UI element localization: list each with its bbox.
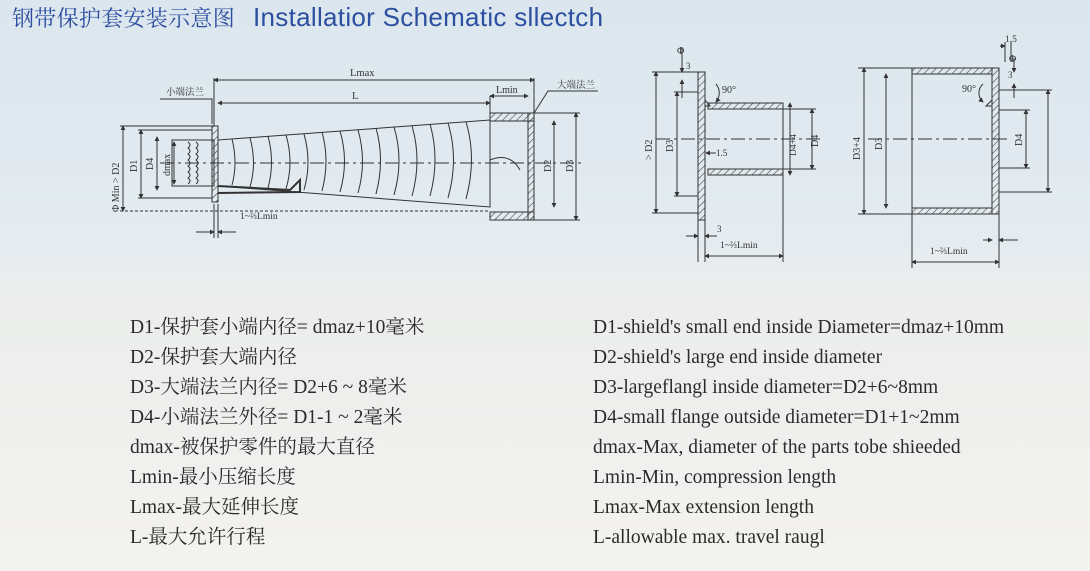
- legend-cn-item: Lmax-最大延伸长度: [130, 497, 299, 518]
- legend-en-item: Lmax-Max extension length: [593, 497, 814, 518]
- angle-arc-3: [979, 84, 983, 102]
- label-phi-3: Φ: [1009, 54, 1017, 65]
- label-three-bottom-2: 3: [717, 224, 722, 234]
- large-flange-top: [490, 113, 534, 121]
- label-bottom-dim: 1~⅔Lmin: [240, 212, 278, 222]
- label-bottom-dim-3: 1~⅔Lmin: [930, 247, 968, 257]
- label-three-3: 3: [1008, 70, 1013, 80]
- label-d1: D1: [129, 159, 140, 172]
- title-chinese: 钢带保护套安装示意图: [12, 7, 236, 32]
- legend-en-item: D1-shield's small end inside Diameter=dmaz+10mm: [593, 317, 1005, 338]
- legend-cn-item: L-最大允许行程: [130, 527, 266, 548]
- label-phi-min: Φ Min > D2: [111, 162, 122, 212]
- legend-en-item: L-allowable max. travel raugl: [593, 527, 825, 548]
- label-one-five-2: 1.5: [716, 148, 728, 158]
- legend-english: [593, 313, 1004, 553]
- label-d4-2: D4: [810, 134, 821, 147]
- label-angle-3: 90°: [962, 84, 976, 95]
- legend-en-item: Lmin-Min, compression length: [593, 467, 837, 488]
- legend-cn-item: D2-保护套大端内径: [130, 347, 297, 368]
- label-d3-plus-4: D3+4: [852, 137, 863, 160]
- housing-top: [912, 68, 992, 74]
- title-english: Installatior Schematic sllectch: [253, 2, 604, 32]
- housing-bottom: [912, 208, 992, 214]
- drawing-shield-assembly: [120, 78, 598, 238]
- sleeve-top: [708, 103, 783, 109]
- label-lmax: Lmax: [350, 68, 375, 79]
- label-small-flange: 小端法兰: [166, 88, 205, 98]
- legend-cn-item: D3-大端法兰内径= D2+6 ~ 8毫米: [130, 377, 407, 398]
- label-one-five-3: 1.5: [1005, 35, 1017, 45]
- legend-cn-item: D4-小端法兰外径= D1-1 ~ 2毫米: [130, 407, 403, 428]
- label-d2: D2: [543, 159, 554, 172]
- label-d3-2: D3: [665, 139, 676, 152]
- label-phi-2: Φ: [677, 46, 685, 57]
- flange-plate-3: [992, 68, 999, 214]
- small-flange: [212, 126, 218, 202]
- label-large-flange: 大端法兰: [557, 81, 596, 91]
- large-flange-plate: [528, 113, 534, 220]
- label-d3-3: D3: [874, 137, 885, 150]
- drawing1-labels: [111, 68, 596, 222]
- angle-arc-2: [716, 84, 719, 102]
- drawing-large-flange: [858, 42, 1052, 268]
- legend-cn-item: D1-保护套小端内径= dmaz+10毫米: [130, 317, 425, 338]
- label-d3: D3: [565, 159, 576, 172]
- label-d4-plus-4: D4+4: [789, 134, 799, 156]
- label-l: L: [352, 91, 359, 102]
- legend-en-item: D3-largeflangl inside diameter=D2+6~8mm: [593, 377, 939, 398]
- legend-en-item: D2-shield's large end inside diameter: [593, 347, 883, 368]
- drawing2-labels: [644, 46, 821, 251]
- label-lmin: Lmin: [496, 85, 518, 96]
- label-d4: D4: [145, 157, 156, 170]
- leader-small-flange: [160, 99, 212, 124]
- legend-en-item: D4-small flange outside diameter=D1+1~2mm: [593, 407, 960, 428]
- label-gt-d2: > D2: [644, 139, 655, 160]
- label-angle-2: 90°: [722, 85, 736, 96]
- large-flange-bottom: [490, 212, 534, 220]
- sleeve-bottom: [708, 169, 783, 175]
- legend-chinese: [130, 313, 424, 553]
- leader-large-flange: [534, 91, 598, 113]
- flange-plate-2: [698, 72, 705, 220]
- shield-segments: [232, 122, 472, 199]
- legend-en-item: dmax-Max, diameter of the parts tobe shieeded: [593, 437, 961, 458]
- label-three-top-2: 3: [686, 61, 691, 71]
- label-dmax: dmax: [162, 153, 173, 176]
- label-d4-3: D4: [1014, 133, 1025, 146]
- label-bottom-dim-2: 1~⅔Lmin: [720, 241, 758, 251]
- legend-cn-item: Lmin-最小压缩长度: [130, 467, 296, 488]
- legend-cn-item: dmax-被保护零件的最大直径: [130, 437, 375, 458]
